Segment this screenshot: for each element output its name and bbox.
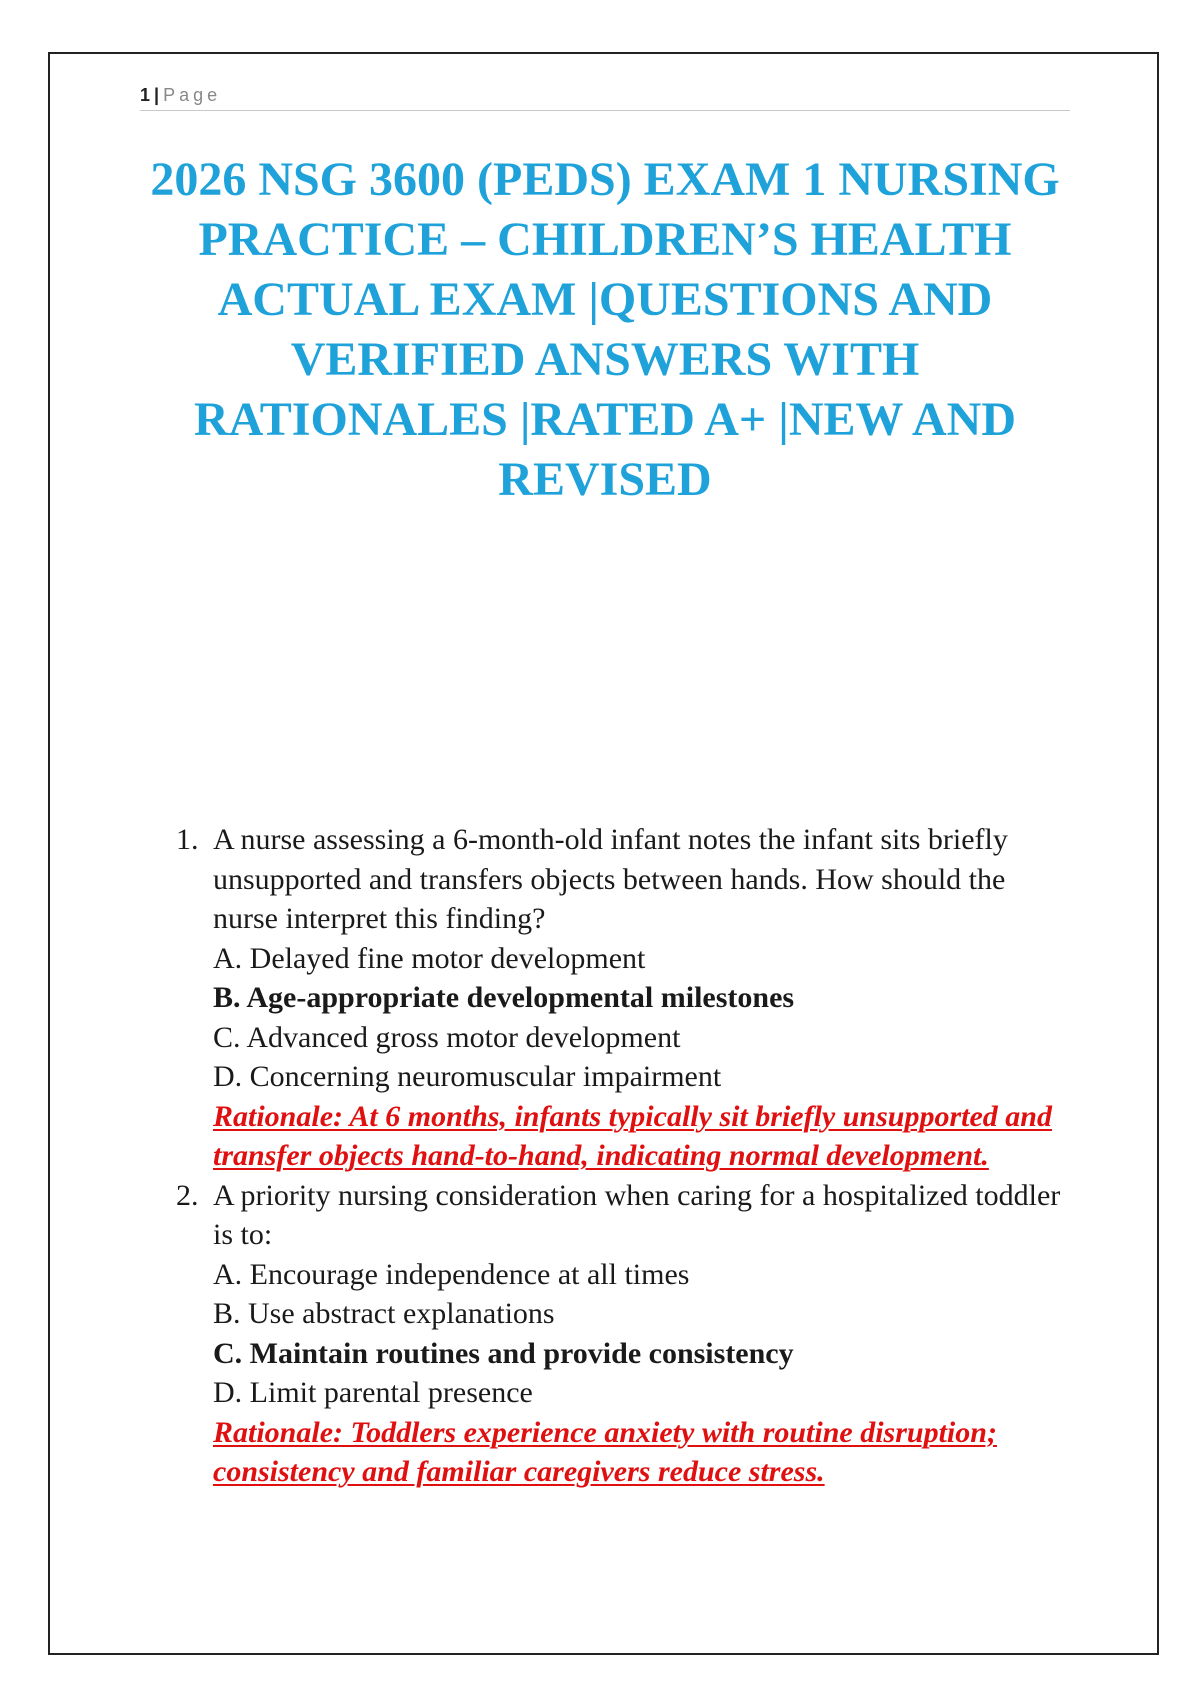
page-separator: |	[154, 85, 160, 105]
option-c-correct: C. Maintain routines and provide consistency	[213, 1336, 794, 1370]
question-2	[170, 1176, 1070, 1492]
question-text: A priority nursing consideration when caring for a hospitalized toddler is to:	[213, 1178, 1061, 1251]
option-a: A. Delayed fine motor development	[213, 941, 646, 975]
question-list	[170, 820, 1070, 1492]
option-c: C. Advanced gross motor development	[213, 1020, 681, 1054]
question-number: 2.	[176, 1178, 199, 1212]
page-number: 1	[140, 85, 151, 105]
option-b-correct: B. Age-appropriate developmental milestones	[213, 981, 795, 1014]
option-b: B. Use abstract explanations	[213, 1297, 555, 1330]
question-1	[170, 820, 1070, 1176]
question-number: 1.	[176, 823, 199, 856]
page-header	[140, 80, 1070, 111]
rationale: Rationale: Toddlers experience anxiety with routine disruption; consistency and familiar caregivers reduce stress.	[213, 1415, 997, 1488]
question-text: A nurse assessing a 6-month-old infant notes the infant sits briefly unsupported and transfers objects between hands. How should the nurse interpret this finding?	[213, 823, 1008, 935]
option-d: D. Limit parental presence	[213, 1376, 533, 1409]
document-title: 2026 NSG 3600 (PEDS) EXAM 1 NURSING PRACTICE – CHILDREN’S HEALTH ACTUAL EXAM |QUESTIONS AND VERIFIED ANSWERS WITH RATIONALES |RATED A+ |NEW AND REVISED	[150, 153, 1060, 506]
page-label: Page	[163, 85, 222, 105]
option-a: A. Encourage independence at all times	[213, 1257, 690, 1291]
option-d: D. Concerning neuromuscular impairment	[213, 1060, 722, 1093]
rationale: Rationale: At 6 months, infants typically sit briefly unsupported and transfer objects hand-to-hand, indicating normal development.	[213, 1099, 1052, 1172]
